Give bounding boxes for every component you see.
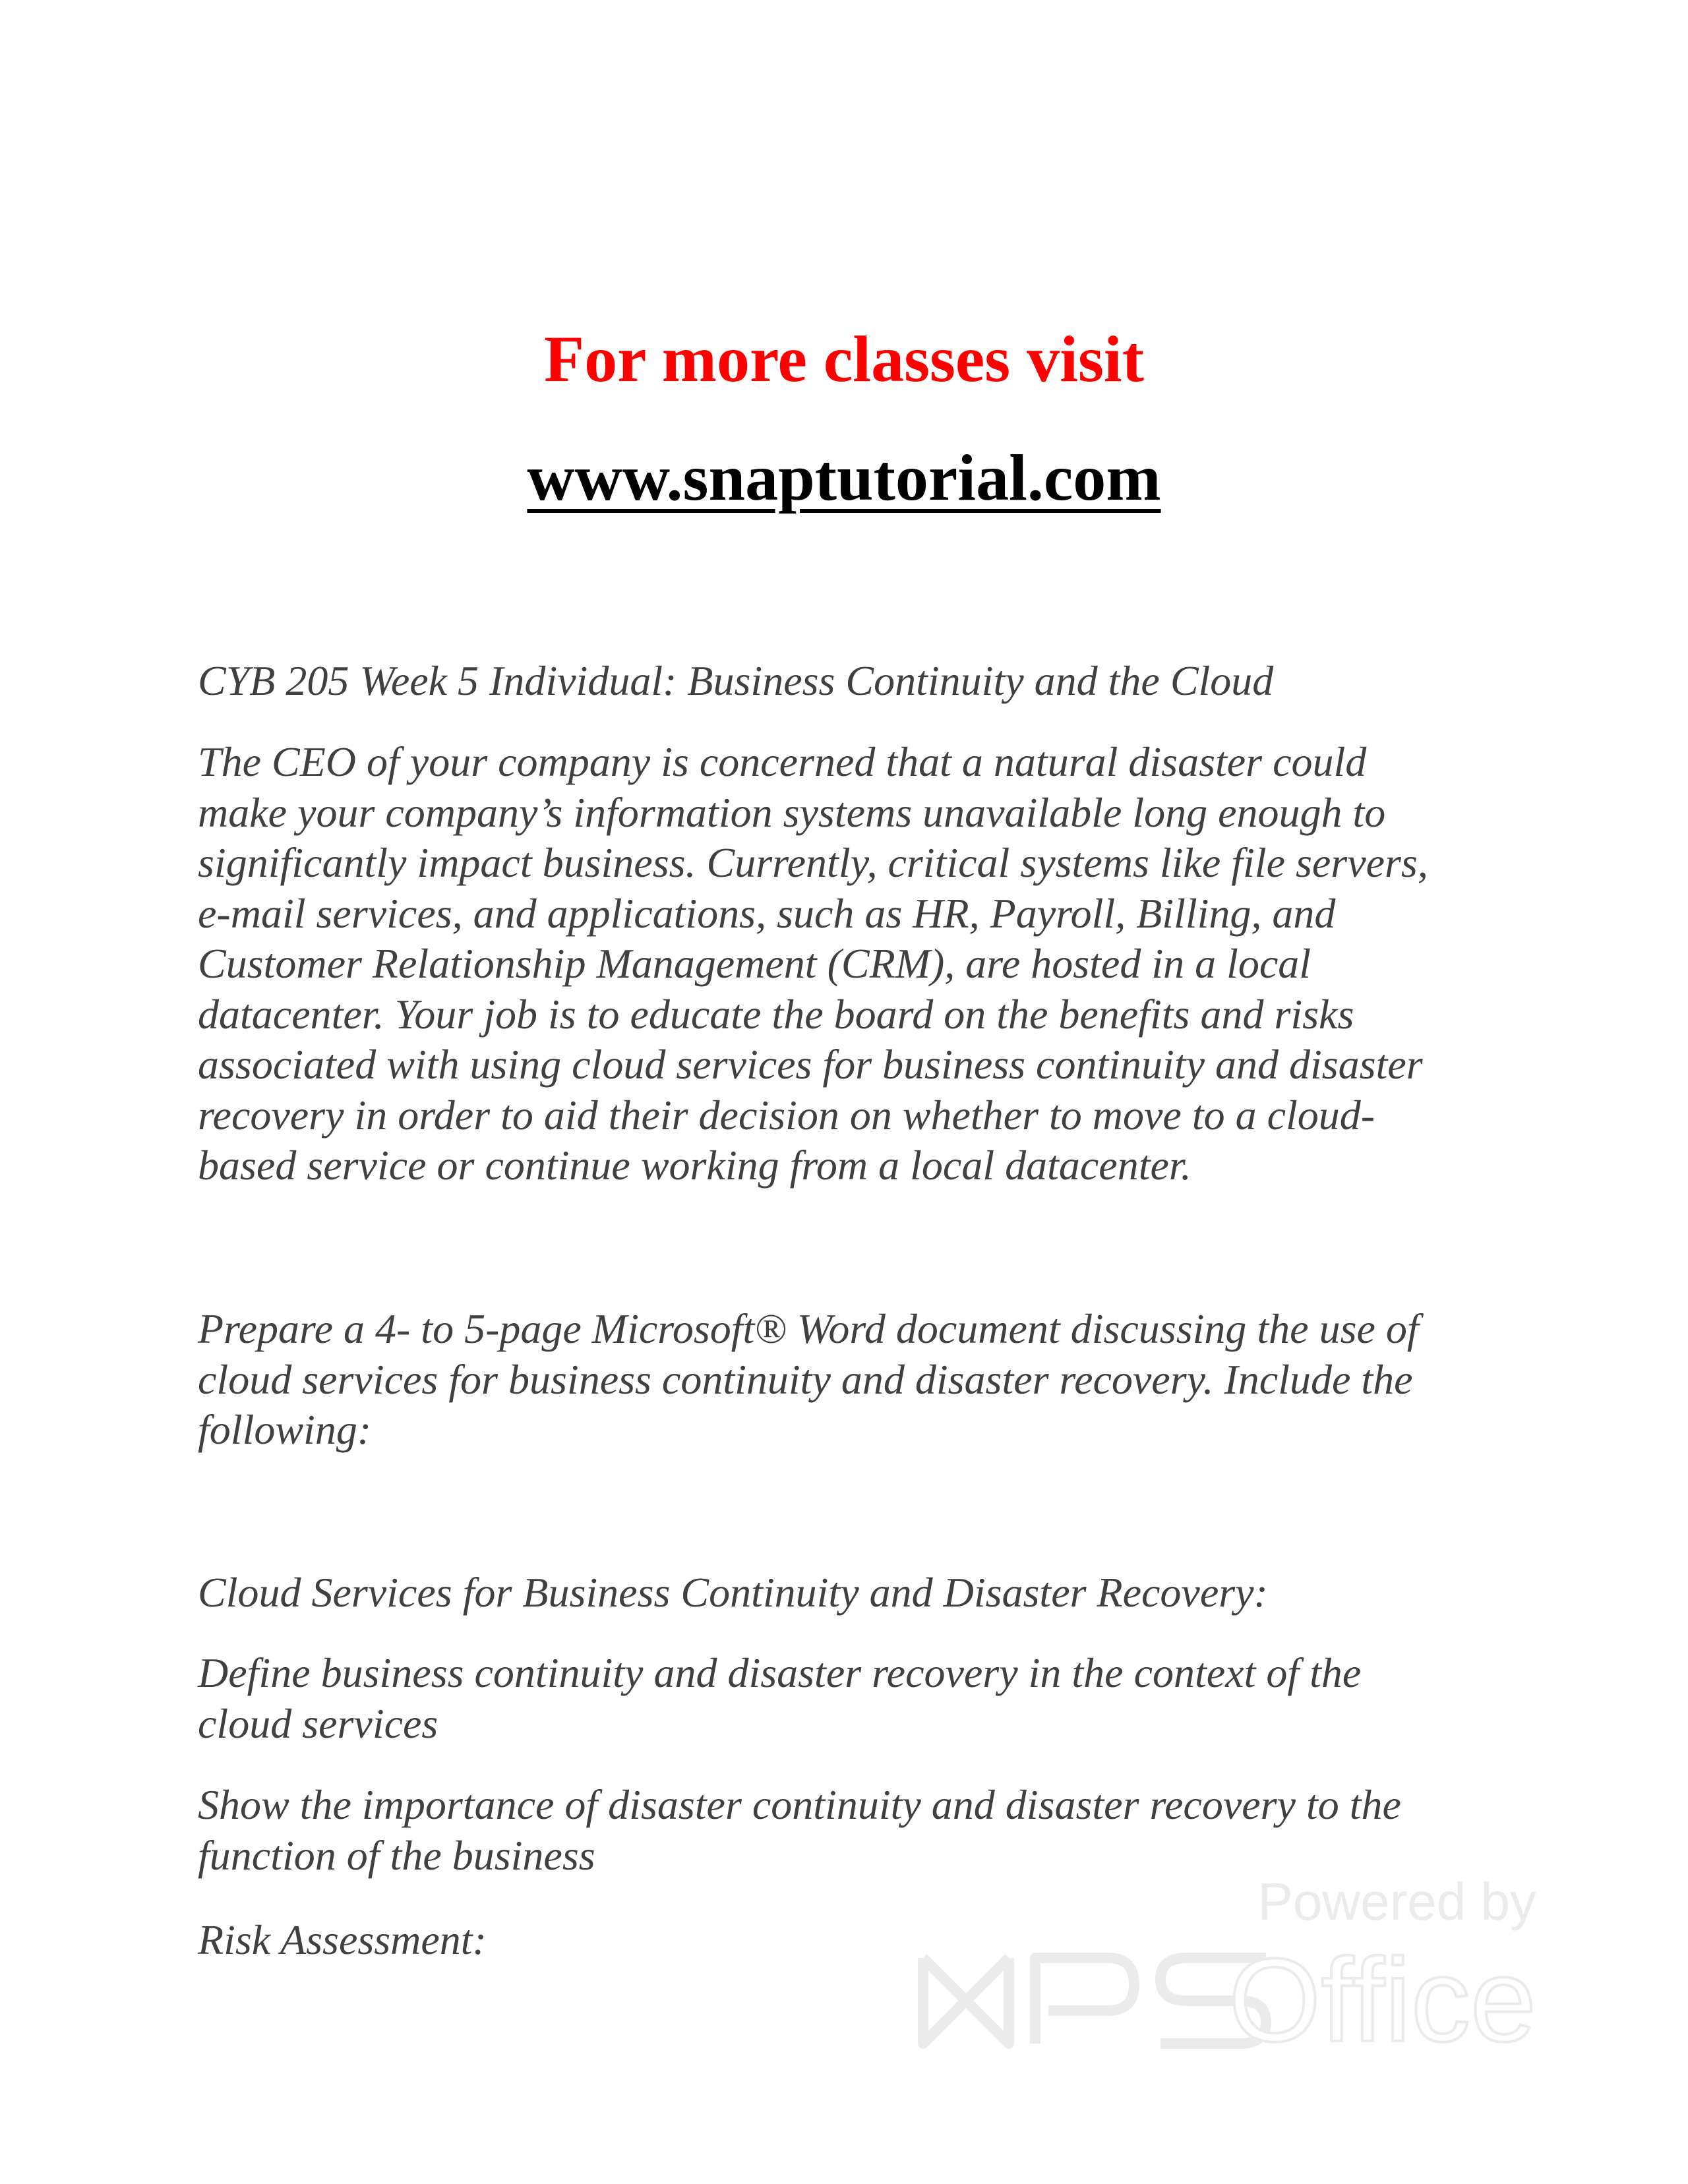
intro-line: e-mail services, and applications, such as HR, Payroll, Billing, and: [198, 889, 1336, 937]
promo-url-link[interactable]: www.snaptutorial.com: [527, 441, 1161, 514]
prepare-line: cloud services for business continuity and disaster recovery. Include the: [198, 1355, 1413, 1403]
intro-line: datacenter. Your job is to educate the board on the benefits and risks: [198, 990, 1354, 1038]
watermark-powered-by: Powered by: [1257, 1872, 1536, 1931]
intro-line: significantly impact business. Currently, critical systems like file servers,: [198, 839, 1428, 886]
intro-line: make your company’s information systems unavailable long enough to: [198, 788, 1386, 836]
intro-line: The CEO of your company is concerned that a natural disaster could: [198, 738, 1367, 785]
show-line: Show the importance of disaster continuity and disaster recovery to the: [198, 1781, 1401, 1828]
show-paragraph: [198, 1780, 1510, 1881]
intro-line: Customer Relationship Management (CRM), are hosted in a local: [198, 940, 1311, 987]
wps-logo-icon: [917, 1945, 1279, 2057]
intro-paragraph: [198, 737, 1510, 1191]
prepare-paragraph: [198, 1304, 1510, 1456]
intro-line: associated with using cloud services for business continuity and disaster: [198, 1041, 1423, 1088]
section-heading-risk-assessment: Risk Assessment:: [198, 1916, 487, 1963]
show-line: function of the business: [198, 1831, 595, 1879]
intro-line: recovery in order to aid their decision on whether to move to a cloud-: [198, 1091, 1375, 1138]
assignment-title: CYB 205 Week 5 Individual: Business Continuity and the Cloud: [198, 657, 1274, 704]
prepare-line: Prepare a 4- to 5-page Microsoft® Word document discussing the use of: [198, 1305, 1419, 1352]
prepare-line: following:: [198, 1406, 372, 1453]
define-paragraph: [198, 1648, 1510, 1749]
define-line: Define business continuity and disaster recovery in the context of the: [198, 1649, 1362, 1696]
promo-heading: For more classes visit: [543, 322, 1144, 396]
watermark-office: Office: [1228, 1934, 1536, 2067]
define-line: cloud services: [198, 1699, 438, 1747]
wps-office-watermark: [917, 1872, 1543, 2070]
intro-line: based service or continue working from a local datacenter.: [198, 1142, 1191, 1189]
section-heading-cloud-services: Cloud Services for Business Continuity and Disaster Recovery:: [198, 1569, 1268, 1616]
